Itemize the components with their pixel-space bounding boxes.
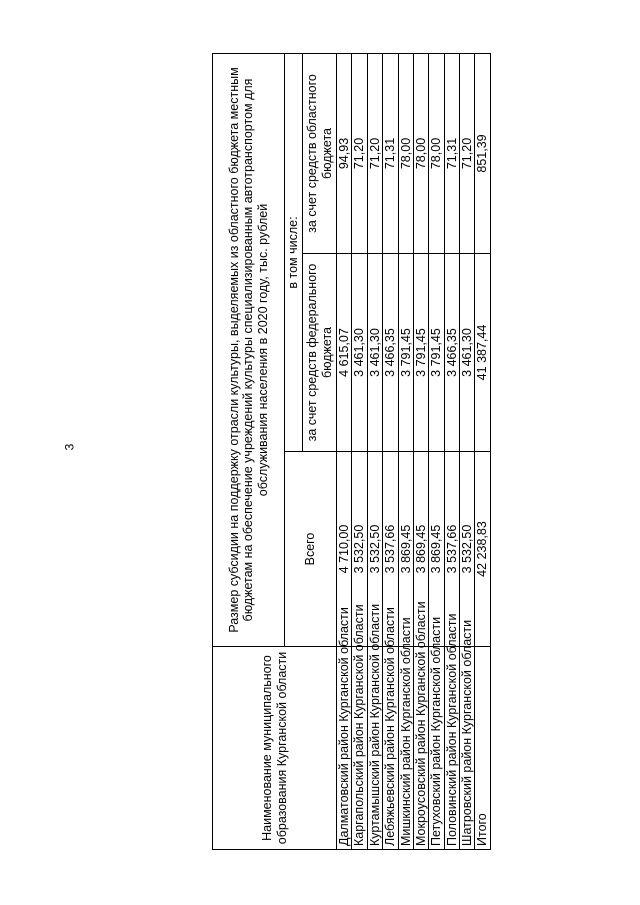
row-total: 3 869,45 — [413, 452, 428, 647]
row-name: Лебяжьевский район Курганской области — [383, 647, 398, 850]
row-regional: 94,93 — [337, 53, 352, 253]
row-regional: 71,20 — [460, 53, 475, 253]
table-row — [444, 53, 459, 849]
row-total: 3 532,50 — [367, 452, 382, 647]
row-federal: 4 615,07 — [337, 254, 352, 452]
row-federal: 3 791,45 — [429, 254, 444, 452]
row-federal: 41 387,44 — [475, 254, 490, 452]
row-federal: 3 466,35 — [444, 254, 459, 452]
row-name: Шатровский район Курганской области — [460, 647, 475, 850]
table-row — [460, 53, 475, 849]
header-federal: за счет средств федерального бюджета — [303, 254, 337, 452]
header-regional: за счет средств областного бюджета — [303, 53, 337, 253]
header-total: Всего — [285, 452, 337, 647]
page-number: 3 — [62, 443, 77, 451]
row-regional: 78,00 — [398, 53, 413, 253]
row-total: 3 532,50 — [460, 452, 475, 647]
table-row — [352, 53, 367, 849]
row-regional: 78,00 — [413, 53, 428, 253]
row-regional: 71,31 — [444, 53, 459, 253]
row-name: Мишкинский район Курганской области — [398, 647, 413, 850]
row-regional: 78,00 — [429, 53, 444, 253]
table-row — [475, 53, 490, 849]
row-federal: 3 461,30 — [352, 254, 367, 452]
row-name: Куртамышский район Курганской области — [367, 647, 382, 850]
table-row — [429, 53, 444, 849]
row-name: Мокроусовский район Курганской области — [413, 647, 428, 850]
header-including: в том числе: — [285, 53, 303, 451]
row-federal: 3 791,45 — [413, 254, 428, 452]
table-row — [383, 53, 398, 849]
header-municipality: Наименование муниципального образования Курганской области — [213, 647, 337, 850]
row-name: Половинский район Курганской области — [444, 647, 459, 850]
header-subsidy-title: Размер субсидии на поддержку отрасли культуры, выделяемых из областного бюджета местным бюджетам на обеспечение учреждений культуры специализированным автотранспортом для обслуживания населения в 2020 году, тыс. рублей — [213, 53, 285, 646]
row-name: Итого — [475, 647, 490, 850]
row-regional: 851,39 — [475, 53, 490, 253]
row-federal: 3 461,30 — [367, 254, 382, 452]
row-federal: 3 461,30 — [460, 254, 475, 452]
row-name: Петуховский район Курганской области — [429, 647, 444, 850]
subsidy-table — [212, 53, 491, 850]
table-row — [413, 53, 428, 849]
row-total: 3 869,45 — [398, 452, 413, 647]
row-regional: 71,20 — [352, 53, 367, 253]
row-regional: 71,31 — [383, 53, 398, 253]
table-row — [367, 53, 382, 849]
row-total: 42 238,83 — [475, 452, 490, 647]
row-name: Каргапольский район Курганской области — [352, 647, 367, 850]
row-total: 3 869,45 — [429, 452, 444, 647]
row-name: Далматовский район Курганской области — [337, 647, 352, 850]
table-row — [337, 53, 352, 849]
row-regional: 71,20 — [367, 53, 382, 253]
row-total: 4 710,00 — [337, 452, 352, 647]
subsidy-table-container — [212, 54, 490, 850]
row-total: 3 537,66 — [383, 452, 398, 647]
row-federal: 3 466,35 — [383, 254, 398, 452]
row-federal: 3 791,45 — [398, 254, 413, 452]
table-row — [398, 53, 413, 849]
row-total: 3 537,66 — [444, 452, 459, 647]
row-total: 3 532,50 — [352, 452, 367, 647]
